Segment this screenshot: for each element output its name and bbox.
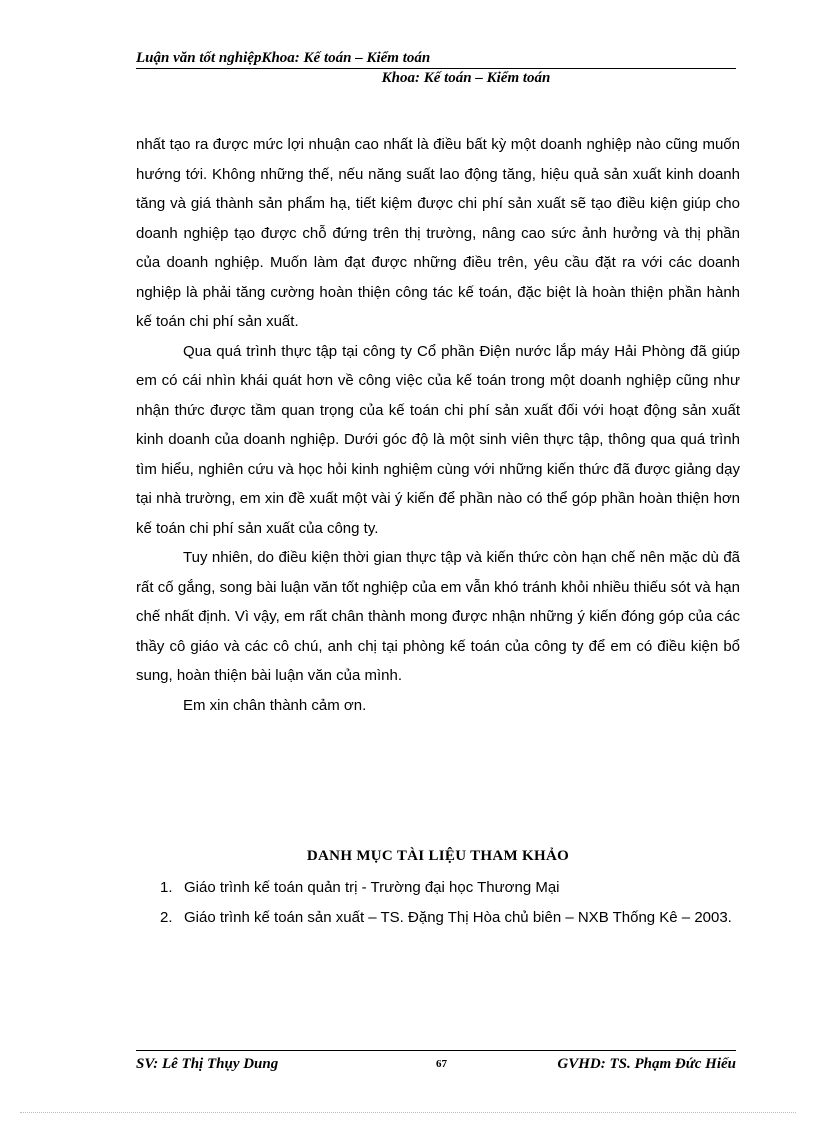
footer-advisor: GVHD: TS. Phạm Đức Hiếu bbox=[557, 1056, 736, 1072]
reference-number: 1. bbox=[160, 879, 173, 896]
paragraph-3: Tuy nhiên, do điều kiện thời gian thực tập và kiến thức còn hạn chế nên mặc dù đã rất cố gắng, song bài luận văn tốt nghiệp của em vẫn khó tránh khỏi nhiều thiếu sót và hạn chế nhất định. Vì vậy, em rất chân thành mong được nhận những ý kiến đóng góp của các thầy cô giáo và các cô chú, anh chị tại phòng kế toán của công ty để em có điều kiện bổ sung, hoàn thiện bài luận văn của mình. bbox=[136, 549, 740, 684]
header-subtitle: Khoa: Kế toán – Kiểm toán bbox=[381, 70, 551, 86]
references-section bbox=[136, 848, 740, 932]
footer-rule bbox=[136, 1050, 736, 1051]
paragraph-4: Em xin chân thành cảm ơn. bbox=[183, 696, 367, 714]
reference-item bbox=[136, 873, 740, 903]
footer-student: SV: Lê Thị Thụy Dung bbox=[136, 1056, 279, 1072]
page-bottom-border bbox=[20, 1112, 796, 1113]
page-number: 67 bbox=[436, 1058, 447, 1070]
paragraph-2: Qua quá trình thực tập tại công ty Cổ phần Điện nước lắp máy Hải Phòng đã giúp em có cái nhìn khái quát hơn về công việc của kế toán trong một doanh nghiệp cũng như nhận thức được tầm quan trọng của kế toán chi phí sản xuất đối với hoạt động sản xuất kinh doanh của doanh nghiệp. Dưới góc độ là một sinh viên thực tập, thông qua quá trình tìm hiểu, nghiên cứu và học hỏi kinh nghiệm cùng với những kiến thức đã được giảng dạy tại nhà trường, em xin đề xuất một vài ý kiến để phần nào có thể góp phần hoàn thiện hơn kế toán chi phí sản xuất của công ty. bbox=[136, 342, 740, 537]
body-text bbox=[136, 130, 740, 720]
paragraph-1: nhất tạo ra được mức lợi nhuận cao nhất là điều bất kỳ một doanh nghiệp nào cũng muốn hướng tới. Không những thế, nếu năng suất lao động tăng, hiệu quả sản xuất kinh doanh tăng và giá thành sản phẩm hạ, tiết kiệm được chi phí sản xuất sẽ tạo điều kiện giúp cho doanh nghiệp tạo được chỗ đứng trên thị trường, nâng cao sức ảnh hưởng và thị phần của doanh nghiệp. Muốn làm đạt được những điều trên, yêu cầu đặt ra với các doanh nghiệp là phải tăng cường hoàn thiện công tác kế toán, đặc biệt là hoàn thiện phần hành kế toán chi phí sản xuất. bbox=[136, 136, 740, 330]
reference-text: Giáo trình kế toán quản trị - Trường đại học Thương Mại bbox=[184, 879, 560, 896]
header-title: Luận văn tốt nghiệpKhoa: Kế toán – Kiểm toán bbox=[136, 50, 431, 66]
references-list bbox=[136, 873, 740, 932]
reference-text: Giáo trình kế toán sản xuất – TS. Đặng Thị Hòa chủ biên – NXB Thống Kê – 2003. bbox=[184, 908, 732, 926]
reference-number: 2. bbox=[160, 908, 173, 926]
reference-item bbox=[136, 903, 740, 933]
header-rule bbox=[136, 68, 736, 69]
references-title: DANH MỤC TÀI LIỆU THAM KHẢO bbox=[306, 848, 570, 864]
